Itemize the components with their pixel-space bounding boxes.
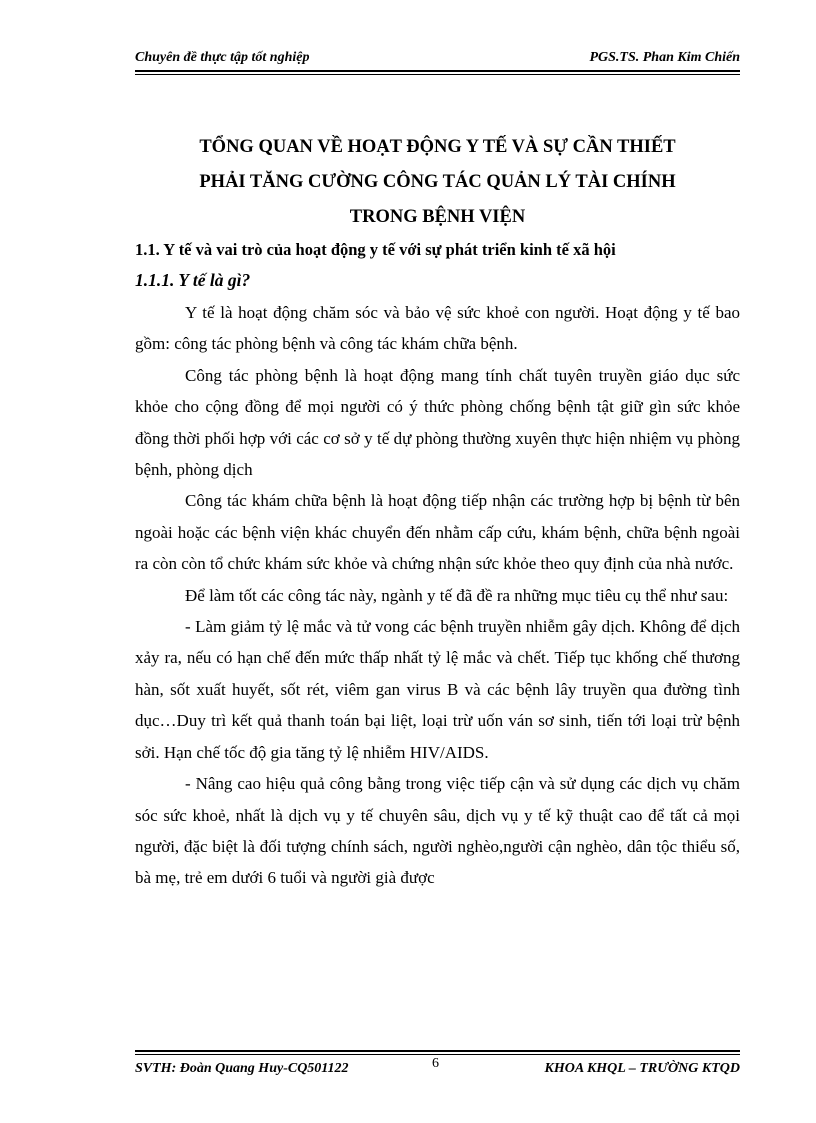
paragraph: Công tác phòng bệnh là hoạt động mang tính chất tuyên truyền giáo dục sức khỏe cho cộng đồng để mọi người có ý thức phòng chống bệnh tật giữ gìn sức khỏe đồng thời phối hợp với các cơ sở y tế dự phòng thường xuyên thực hiện nhiệm vụ phòng bệnh, phòng dịch (135, 365, 740, 480)
header-rule (135, 74, 740, 75)
title-line-1: TỔNG QUAN VỀ HOẠT ĐỘNG Y TẾ VÀ SỰ CẦN THIẾT (199, 137, 676, 157)
title-line-2: PHẢI TĂNG CƯỜNG CÔNG TÁC QUẢN LÝ TÀI CHÍNH (199, 172, 676, 192)
footer-rule (135, 1054, 740, 1055)
paragraph: Công tác khám chữa bệnh là hoạt động tiếp nhận các trường hợp bị bệnh từ bên ngoài hoặc các bệnh viện khác chuyển đến nhằm cấp cứu, khám bệnh, chữa bệnh ngoài ra còn còn tổ chức khám sức khỏe và chứng nhận sức khỏe theo quy định của nhà nước. (135, 491, 740, 574)
title-line-3: TRONG BỆNH VIỆN (349, 207, 526, 227)
page-header (135, 48, 740, 72)
paragraph: Y tế là hoạt động chăm sóc và bảo vệ sức khoẻ con người. Hoạt động y tế bao gồm: công tác phòng bệnh và công tác khám chữa bệnh. (135, 303, 740, 354)
footer-student: SVTH: Đoàn Quang Huy-CQ501122 (135, 1061, 349, 1076)
page-number: 6 (432, 1056, 439, 1071)
page-footer (135, 1050, 740, 1074)
header-topic: Chuyên đề thực tập tốt nghiệp (135, 50, 310, 65)
body-text (135, 297, 740, 894)
chapter-title (135, 130, 740, 235)
footer-faculty: KHOA KHQL – TRƯỜNG KTQD (544, 1061, 740, 1076)
header-advisor: PGS.TS. Phan Kim Chiến (589, 50, 740, 65)
subsection-heading: 1.1.1. Y tế là gì? (135, 270, 251, 290)
paragraph: - Nâng cao hiệu quả công bằng trong việc tiếp cận và sử dụng các dịch vụ chăm sóc sức khoẻ, nhất là dịch vụ y tế chuyên sâu, dịch vụ y tế kỹ thuật cao để tất cả mọi người, đặc biệt là đối tượng chính sách, người nghèo,người cận nghèo, dân tộc thiểu số, bà mẹ, trẻ em dưới 6 tuổi và người già được (135, 774, 740, 888)
paragraph: - Làm giảm tỷ lệ mắc và tử vong các bệnh truyền nhiễm gây dịch. Không để dịch xảy ra, nếu có hạn chế đến mức thấp nhất tỷ lệ mắc và chết. Tiếp tục khống chế thương hàn, sốt xuất huyết, sốt rét, viêm gan virus B và các bệnh lây truyền qua đường tình dục…Duy trì kết quả thanh toán bại liệt, loại trừ uốn ván sơ sinh, tiến tới loại trừ bệnh sởi. Hạn chế tốc độ gia tăng tỷ lệ nhiễm HIV/AIDS. (135, 617, 740, 762)
paragraph: Để làm tốt các công tác này, ngành y tế đã đề ra những mục tiêu cụ thể như sau: (185, 585, 729, 605)
section-heading: 1.1. Y tế và vai trò của hoạt động y tế với sự phát triển kinh tế xã hội (135, 240, 616, 259)
